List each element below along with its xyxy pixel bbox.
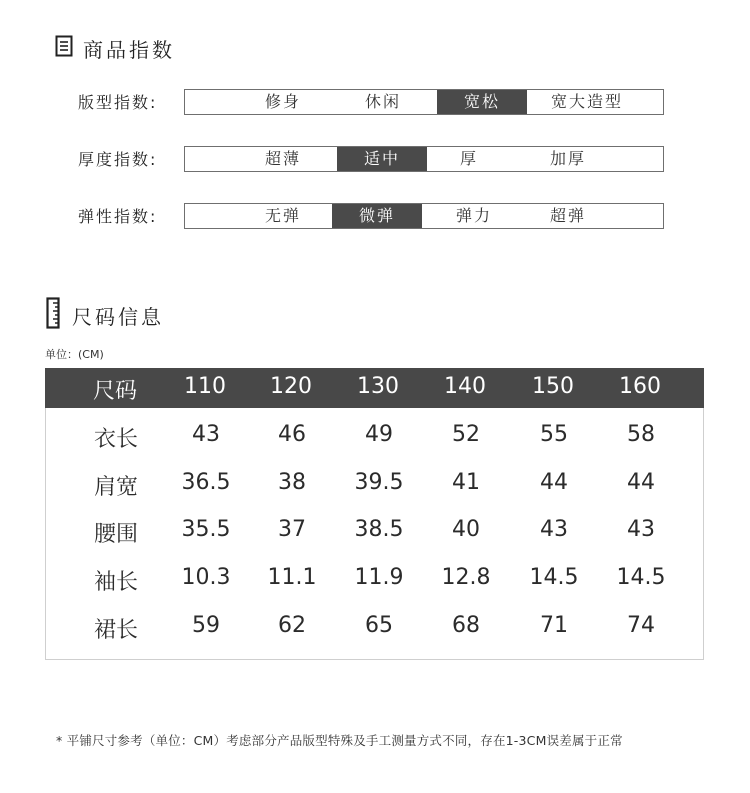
row-label: 袖长 (93, 570, 138, 595)
index-bar (184, 89, 664, 115)
header-cell: 150 (532, 374, 574, 399)
table-cell: 74 (627, 613, 655, 638)
table-cell: 14.5 (616, 565, 666, 590)
table-cell: 39.5 (354, 470, 404, 495)
table-cell: 52 (452, 422, 480, 447)
row-label: 衣长 (93, 427, 138, 452)
table-row (46, 565, 705, 605)
footnote: * 平铺尺寸参考（单位：CM）考虑部分产品版型特殊及手工测量方式不同，存在1-3CM误差属于正常 (56, 733, 623, 748)
table-cell: 62 (278, 613, 306, 638)
index-option: 加厚 (549, 149, 586, 168)
index-row-elasticity (78, 203, 664, 229)
section-title-label: 尺码信息 (72, 305, 164, 329)
table-cell: 14.5 (529, 565, 579, 590)
table-row (46, 422, 705, 462)
size-table (45, 368, 704, 660)
header-cell: 尺码 (92, 379, 137, 404)
section-title-size-info (46, 297, 164, 334)
table-cell: 49 (365, 422, 393, 447)
table-row (46, 613, 705, 653)
index-option: 修身 (264, 92, 301, 111)
table-row (46, 470, 705, 510)
section-title-label: 商品指数 (83, 38, 175, 62)
index-label: 弹性指数: (78, 207, 158, 226)
index-bar (184, 146, 664, 172)
table-cell: 43 (540, 517, 568, 542)
table-cell: 40 (452, 517, 480, 542)
unit-note: 单位：(CM) (45, 348, 104, 361)
table-cell: 10.3 (181, 565, 231, 590)
index-label: 厚度指数: (78, 150, 158, 169)
index-option: 无弹 (264, 206, 301, 225)
table-cell: 38.5 (354, 517, 404, 542)
row-label: 肩宽 (93, 475, 138, 500)
table-cell: 37 (278, 517, 306, 542)
index-bar (184, 203, 664, 229)
header-cell: 140 (444, 374, 486, 399)
document-icon (55, 35, 73, 62)
header-cell: 120 (270, 374, 312, 399)
index-row-thickness (78, 146, 664, 172)
index-option: 休闲 (364, 92, 401, 111)
index-row-fit (78, 89, 664, 115)
table-cell: 35.5 (181, 517, 231, 542)
table-cell: 68 (452, 613, 480, 638)
table-cell: 11.1 (267, 565, 317, 590)
index-label: 版型指数: (78, 93, 158, 112)
index-option-selected: 微弹 (332, 204, 422, 228)
header-cell: 130 (357, 374, 399, 399)
table-cell: 11.9 (354, 565, 404, 590)
header-cell: 110 (184, 374, 226, 399)
ruler-icon (46, 297, 62, 334)
table-cell: 12.8 (441, 565, 491, 590)
index-option: 厚 (459, 149, 478, 168)
table-header (45, 368, 704, 408)
row-label: 裙长 (93, 618, 138, 643)
table-cell: 71 (540, 613, 568, 638)
table-cell: 59 (192, 613, 220, 638)
row-label: 腰围 (93, 522, 138, 547)
table-cell: 55 (540, 422, 568, 447)
section-title-product-index (55, 34, 175, 63)
table-cell: 46 (278, 422, 306, 447)
index-option: 弹力 (455, 206, 492, 225)
index-option: 宽大造型 (550, 92, 623, 111)
table-cell: 43 (627, 517, 655, 542)
table-cell: 65 (365, 613, 393, 638)
index-option-selected: 宽松 (437, 90, 527, 114)
index-option: 超薄 (264, 149, 301, 168)
header-cell: 160 (619, 374, 661, 399)
table-cell: 36.5 (181, 470, 231, 495)
table-cell: 44 (627, 470, 655, 495)
index-option-selected: 适中 (337, 147, 427, 171)
table-row (46, 517, 705, 557)
table-cell: 43 (192, 422, 220, 447)
table-cell: 38 (278, 470, 306, 495)
table-cell: 58 (627, 422, 655, 447)
table-cell: 44 (540, 470, 568, 495)
index-option: 超弹 (549, 206, 586, 225)
table-cell: 41 (452, 470, 480, 495)
